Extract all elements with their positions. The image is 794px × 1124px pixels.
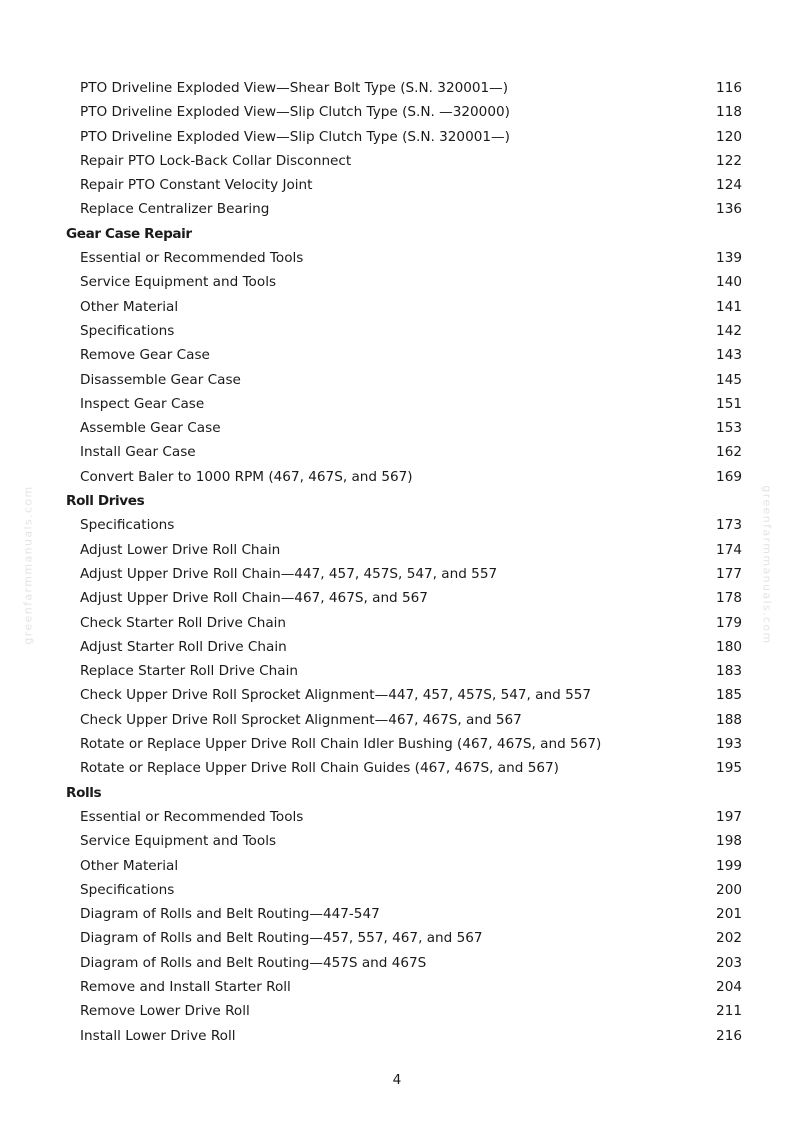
entry-title: Other Material: [80, 857, 179, 874]
entry-title: Remove and Install Starter Roll: [80, 978, 291, 995]
entry-title: Specifications: [80, 517, 175, 534]
entry-page-number: 162: [716, 444, 742, 461]
toc-entry[interactable]: [66, 319, 742, 343]
entry-title: Adjust Upper Drive Roll Chain—467, 467S, and 567: [80, 590, 428, 607]
entry-title: Rotate or Replace Upper Drive Roll Chain Idler Bushing (467, 467S, and 567): [80, 736, 602, 753]
entry-page-number: 145: [716, 371, 742, 388]
entry-page-number: 188: [716, 711, 742, 728]
entry-title: Adjust Upper Drive Roll Chain—447, 457, 457S, 547, and 557: [80, 565, 498, 582]
toc-entry[interactable]: [66, 538, 742, 562]
entry-page-number: 173: [716, 517, 742, 534]
toc-entry[interactable]: [66, 999, 742, 1023]
entry-title: Rotate or Replace Upper Drive Roll Chain Guides (467, 467S, and 567): [80, 760, 559, 777]
entry-page-number: 151: [716, 395, 742, 412]
entry-page-number: 216: [716, 1027, 742, 1044]
toc-entry[interactable]: [66, 562, 742, 586]
entry-title: Service Equipment and Tools: [80, 274, 277, 291]
section-title: Gear Case Repair: [66, 225, 192, 242]
toc-entry[interactable]: [66, 878, 742, 902]
toc-entry[interactable]: [66, 125, 742, 149]
entry-title: Check Upper Drive Roll Sprocket Alignment—447, 457, 457S, 547, and 557: [80, 687, 592, 704]
entry-title: Specifications: [80, 881, 175, 898]
entry-page-number: 118: [716, 104, 742, 121]
entry-page-number: 179: [716, 614, 742, 631]
entry-title: Diagram of Rolls and Belt Routing—457, 557, 467, and 567: [80, 930, 483, 947]
entry-page-number: 197: [716, 808, 742, 825]
toc-entry[interactable]: [66, 173, 742, 197]
toc-entry[interactable]: [66, 440, 742, 464]
toc-section-heading: [66, 489, 742, 513]
entry-page-number: 169: [716, 468, 742, 485]
entry-title: Inspect Gear Case: [80, 395, 205, 412]
entry-page-number: 201: [716, 906, 742, 923]
entry-page-number: 183: [716, 663, 742, 680]
entry-page-number: 193: [716, 736, 742, 753]
watermark-left: greenfarmmanuals.com: [21, 485, 35, 645]
entry-page-number: 136: [716, 201, 742, 218]
entry-title: Adjust Starter Roll Drive Chain: [80, 638, 287, 655]
entry-title: Essential or Recommended Tools: [80, 808, 304, 825]
toc-entry[interactable]: [66, 683, 742, 707]
entry-page-number: 143: [716, 347, 742, 364]
entry-title: Service Equipment and Tools: [80, 833, 277, 850]
entry-page-number: 198: [716, 833, 742, 850]
toc-entry[interactable]: [66, 854, 742, 878]
toc-entry[interactable]: [66, 392, 742, 416]
entry-title: Install Gear Case: [80, 444, 196, 461]
entry-page-number: 120: [716, 128, 742, 145]
toc-entry[interactable]: [66, 100, 742, 124]
entry-page-number: 185: [716, 687, 742, 704]
toc-section-heading: [66, 222, 742, 246]
entry-page-number: 139: [716, 250, 742, 267]
toc-entry[interactable]: [66, 829, 742, 853]
entry-title: Check Starter Roll Drive Chain: [80, 614, 287, 631]
toc-entry[interactable]: [66, 611, 742, 635]
toc-entry[interactable]: [66, 635, 742, 659]
toc-entry[interactable]: [66, 368, 742, 392]
entry-title: Convert Baler to 1000 RPM (467, 467S, and 567): [80, 468, 413, 485]
toc-entry[interactable]: [66, 975, 742, 999]
entry-title: Adjust Lower Drive Roll Chain: [80, 541, 281, 558]
table-of-contents: [66, 76, 742, 1048]
toc-entry[interactable]: [66, 513, 742, 537]
toc-entry[interactable]: [66, 756, 742, 780]
toc-entry[interactable]: [66, 149, 742, 173]
entry-page-number: 177: [716, 565, 742, 582]
entry-page-number: 142: [716, 322, 742, 339]
toc-entry[interactable]: [66, 76, 742, 100]
toc-entry[interactable]: [66, 805, 742, 829]
entry-title: Replace Starter Roll Drive Chain: [80, 663, 298, 680]
entry-title: PTO Driveline Exploded View—Slip Clutch Type (S.N. —320000): [80, 104, 510, 121]
entry-page-number: 174: [716, 541, 742, 558]
toc-entry[interactable]: [66, 270, 742, 294]
entry-title: Diagram of Rolls and Belt Routing—457S and 467S: [80, 954, 427, 971]
toc-entry[interactable]: [66, 295, 742, 319]
entry-title: Install Lower Drive Roll: [80, 1027, 236, 1044]
watermark-right: greenfarmmanuals.com: [760, 485, 774, 645]
entry-page-number: 211: [716, 1003, 742, 1020]
toc-entry[interactable]: [66, 416, 742, 440]
entry-page-number: 122: [716, 152, 742, 169]
entry-page-number: 178: [716, 590, 742, 607]
entry-title: Other Material: [80, 298, 179, 315]
toc-entry[interactable]: [66, 926, 742, 950]
section-title: Roll Drives: [66, 493, 145, 510]
entry-page-number: 141: [716, 298, 742, 315]
toc-entry[interactable]: [66, 732, 742, 756]
entry-title: Disassemble Gear Case: [80, 371, 241, 388]
entry-title: Specifications: [80, 322, 175, 339]
entry-title: Remove Gear Case: [80, 347, 210, 364]
entry-title: PTO Driveline Exploded View—Shear Bolt Type (S.N. 320001—): [80, 80, 509, 96]
toc-entry[interactable]: [66, 246, 742, 270]
toc-section-heading: [66, 781, 742, 805]
entry-page-number: 202: [716, 930, 742, 947]
entry-title: Repair PTO Lock-Back Collar Disconnect: [80, 152, 352, 169]
entry-page-number: 116: [716, 80, 742, 96]
entry-title: Check Upper Drive Roll Sprocket Alignment—467, 467S, and 567: [80, 711, 522, 728]
toc-entry[interactable]: [66, 586, 742, 610]
entry-title: Replace Centralizer Bearing: [80, 201, 270, 218]
entry-title: Remove Lower Drive Roll: [80, 1003, 250, 1020]
entry-title: Repair PTO Constant Velocity Joint: [80, 177, 313, 194]
toc-entry[interactable]: [66, 197, 742, 221]
toc-entry[interactable]: [66, 1024, 742, 1048]
toc-entry[interactable]: [66, 465, 742, 489]
section-title: Rolls: [66, 784, 102, 801]
entry-page-number: 200: [716, 881, 742, 898]
entry-page-number: 124: [716, 177, 742, 194]
page-number: 4: [392, 1072, 402, 1088]
toc-entry[interactable]: [66, 659, 742, 683]
entry-title: Assemble Gear Case: [80, 420, 221, 437]
entry-page-number: 203: [716, 954, 742, 971]
entry-title: PTO Driveline Exploded View—Slip Clutch Type (S.N. 320001—): [80, 128, 510, 145]
entry-page-number: 140: [716, 274, 742, 291]
entry-page-number: 204: [716, 978, 742, 995]
toc-entry[interactable]: [66, 343, 742, 367]
toc-entry[interactable]: [66, 951, 742, 975]
entry-title: Diagram of Rolls and Belt Routing—447-547: [80, 906, 380, 923]
entry-title: Essential or Recommended Tools: [80, 250, 304, 267]
entry-page-number: 195: [716, 760, 742, 777]
entry-page-number: 153: [716, 420, 742, 437]
toc-entry[interactable]: [66, 708, 742, 732]
entry-page-number: 180: [716, 638, 742, 655]
entry-page-number: 199: [716, 857, 742, 874]
toc-entry[interactable]: [66, 902, 742, 926]
